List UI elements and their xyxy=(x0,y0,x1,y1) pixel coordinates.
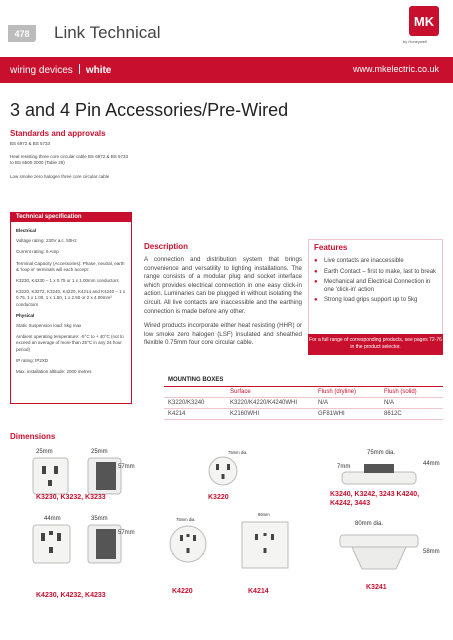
description-heading: Description xyxy=(144,242,189,251)
dim-label: 7mm xyxy=(337,464,351,470)
description-paragraph: A connection and distribution system that brings convenience and versatility to lighting installations. The range consists of a modular plug and socket interface which provides electrical connection in one easy click-in action. Luminaries can be plugged in without isolating the circuit. All live contacts are inaccessible and the earthing connection is made before any other. xyxy=(144,256,302,315)
dim-label: 57mm xyxy=(118,464,135,470)
table-row xyxy=(164,409,443,420)
table-header-cell: Flush (dryline) xyxy=(314,387,380,398)
feature-item: ● Live contacts are inaccessible xyxy=(314,258,440,266)
table-header-row xyxy=(164,387,443,398)
feature-item: ● Earth Contact – first to make, last to break xyxy=(314,269,440,277)
table-row xyxy=(164,398,443,409)
page-header-title: Link Technical xyxy=(54,23,161,42)
table-cell: GF81WHI xyxy=(314,409,380,420)
product-label: K3230, K3232, K3233 xyxy=(36,494,106,501)
dim-label: 35mm xyxy=(91,516,108,522)
website-link[interactable]: www.mkelectric.co.uk xyxy=(352,64,439,74)
ceiling-plug-drawing xyxy=(336,533,422,575)
physical-heading: Physical xyxy=(16,312,35,318)
socket-3pin-drawing xyxy=(30,456,125,496)
product-label: K4214 xyxy=(248,588,269,595)
table-cell: 8612C xyxy=(380,409,443,420)
standards-line: Low smoke zero halogen three core circular cable xyxy=(10,174,110,179)
spec-line: K3220, K3272, K3240, K4220, K4214 and K4240 – 1 x 0.75, 1 x 1.00, 1 x 1.50, 1 x 2.50 or 2 x 4.00mm² conductors xyxy=(16,289,126,307)
table-cell: K4214 xyxy=(164,409,226,420)
product-label: K4230, K4232, K4233 xyxy=(36,592,106,599)
table-header-cell: Flush (solid) xyxy=(380,387,443,398)
table-cell: K3220/K3240 xyxy=(164,398,226,409)
mounting-table xyxy=(164,386,443,420)
logo-subtitle: by Honeywell xyxy=(403,39,427,44)
dim-label: 44mm xyxy=(44,516,61,522)
socket-4pin-drawing xyxy=(30,523,125,565)
standards-line: BS 6972 & BS 5733 xyxy=(10,141,51,146)
dim-label: 75mm dia. xyxy=(228,450,248,455)
spec-line: Current rating: 6 Amp xyxy=(16,249,59,255)
mounting-heading: MOUNTING BOXES xyxy=(168,377,224,383)
standards-line: Heat resisting three core circular cable BS 6972 & BS 5733 to BS 6500 2000 (Table 29) xyxy=(10,154,129,166)
dim-label: 57mm xyxy=(118,530,135,536)
product-label: K3241 xyxy=(366,584,387,591)
round-4pin-socket-drawing xyxy=(168,524,208,564)
spec-content xyxy=(16,228,128,380)
table-cell: N/A xyxy=(314,398,380,409)
band-range: white xyxy=(85,65,112,76)
dim-label: 25mm xyxy=(91,449,108,455)
mk-logo: MK xyxy=(409,6,439,36)
dim-label: 86mm xyxy=(258,512,270,517)
table-header-cell xyxy=(164,387,226,398)
spec-line: Max. installation altitude: 2000 metres xyxy=(16,369,92,375)
page-title: 3 and 4 Pin Accessories/Pre-Wired xyxy=(10,100,289,120)
spec-line: IP rating: IP2XD xyxy=(16,357,49,363)
spec-heading: Technical specification xyxy=(10,212,132,222)
band-category: wiring devices xyxy=(10,65,73,76)
spec-line: Ambient operating temperature: -5°C to + 40°C (not to exceed an average of more than 25°C in any 24 hour period) xyxy=(16,334,124,352)
square-socket-drawing xyxy=(240,520,290,570)
page-number: 478 xyxy=(8,25,36,42)
table-cell: K3220/K4220/K4240WHI xyxy=(226,398,314,409)
table-cell: K2160WHI xyxy=(226,409,314,420)
table-cell: N/A xyxy=(380,398,443,409)
ceiling-rose-drawing xyxy=(340,458,420,488)
features-heading: Features xyxy=(314,243,348,252)
spec-line: Static Suspension load: 5kg max xyxy=(16,323,82,329)
electrical-heading: Electrical xyxy=(16,228,37,233)
dim-label: 44mm xyxy=(423,461,440,467)
round-socket-drawing xyxy=(196,456,250,486)
standards-heading: Standards and approvals xyxy=(10,129,106,138)
table-header-cell: Surface xyxy=(226,387,314,398)
product-label: K3240, K3242, 3243 K4240, K4242, 3443 xyxy=(330,491,420,507)
product-label: K4220 xyxy=(172,588,193,595)
dim-label: 80mm dia. xyxy=(355,521,384,527)
product-label: K3220 xyxy=(208,494,229,501)
spec-line: Terminal Capacity (Accessories): Phase, neutral, earth & 'loop in' terminals will each accept: xyxy=(16,260,125,272)
feature-item: ● Mechanical and Electrical Connection in one 'click-in' action xyxy=(314,279,440,294)
dim-label: 58mm xyxy=(423,549,440,555)
product-selector-note: For a full range of corresponding products, see pages 72-76 in the product selector. xyxy=(308,334,443,355)
dimensions-heading: Dimensions xyxy=(10,432,56,441)
spec-line: Voltage rating: 230V a.c. 50Hz xyxy=(16,238,77,244)
band-breadcrumb xyxy=(10,64,111,76)
feature-item: ● Strong load grips support up to 5kg xyxy=(314,297,440,305)
dim-label: 75mm dia. xyxy=(176,517,196,522)
band-divider xyxy=(79,64,80,74)
description-body xyxy=(144,256,302,348)
features-list xyxy=(314,258,440,308)
dim-label: 75mm dia. xyxy=(367,450,396,456)
dim-label: 25mm xyxy=(36,449,53,455)
spec-line: K3230, K4230 – 1 x 0.75 or 1 x 1.00mm conductors xyxy=(16,278,119,284)
description-paragraph: Wired products incorporate either heat resisting (HHR) or low smoke zero halogen (LSF) insulated and sheathed flexible 0.75mm four core circular cable. xyxy=(144,322,302,347)
